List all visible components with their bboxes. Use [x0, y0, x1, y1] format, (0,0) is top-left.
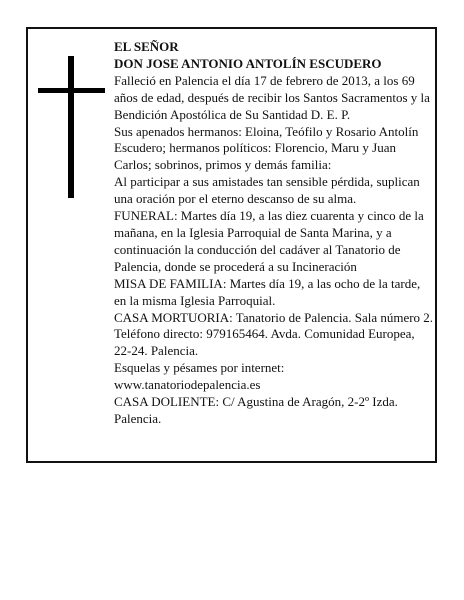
family-paragraph: Sus apenados hermanos: Eloina, Teófilo y Rosario Antolín Escudero; hermanos políticos: Florencio, Maru y Juan Carlos; sobrinos, primos y demás familia: — [114, 123, 419, 173]
family-mass-details: MISA DE FAMILIA: Martes día 19, a las ocho de la tarde, en la misma Iglesia Parroquial. — [114, 275, 421, 308]
death-announcement: Falleció en Palencia el día 17 de febrero de 2013, a los 69 años de edad, después de recibir los Santos Sacramentos y la Bendición Apostólica de Su Santidad D. E. P. — [114, 72, 430, 122]
notice-heading: EL SEÑOR — [114, 39, 179, 54]
cross-vertical-bar — [68, 56, 74, 198]
mourning-house: CASA DOLIENTE: C/ Agustina de Aragón, 2-2º Izda. Palencia. — [114, 394, 398, 426]
prayer-request: Al participar a sus amistades tan sensible pérdida, suplican una oración por el eterno descanso de su alma. — [114, 174, 420, 207]
obituary-notice — [26, 27, 437, 463]
deceased-name: DON JOSE ANTONIO ANTOLÍN ESCUDERO — [114, 55, 382, 71]
funeral-details: FUNERAL: Martes día 19, a las diez cuarenta y cinco de la mañana, en la Iglesia Parroquial de Santa Marina, y a continuación la conducción del cadáver al Tanatorio de Palencia, donde se procederá a su Incineración — [114, 208, 424, 274]
notice-text — [114, 39, 434, 428]
funeral-home-details: CASA MORTUORIA: Tanatorio de Palencia. Sala número 2. Teléfono directo: 979165464. Avda. Comunidad Europea, 22-24. Palencia. — [114, 309, 434, 359]
cross-horizontal-bar — [38, 88, 105, 93]
internet-condolences: Esquelas y pésames por internet: www.tanatoriodepalencia.es — [114, 360, 285, 393]
